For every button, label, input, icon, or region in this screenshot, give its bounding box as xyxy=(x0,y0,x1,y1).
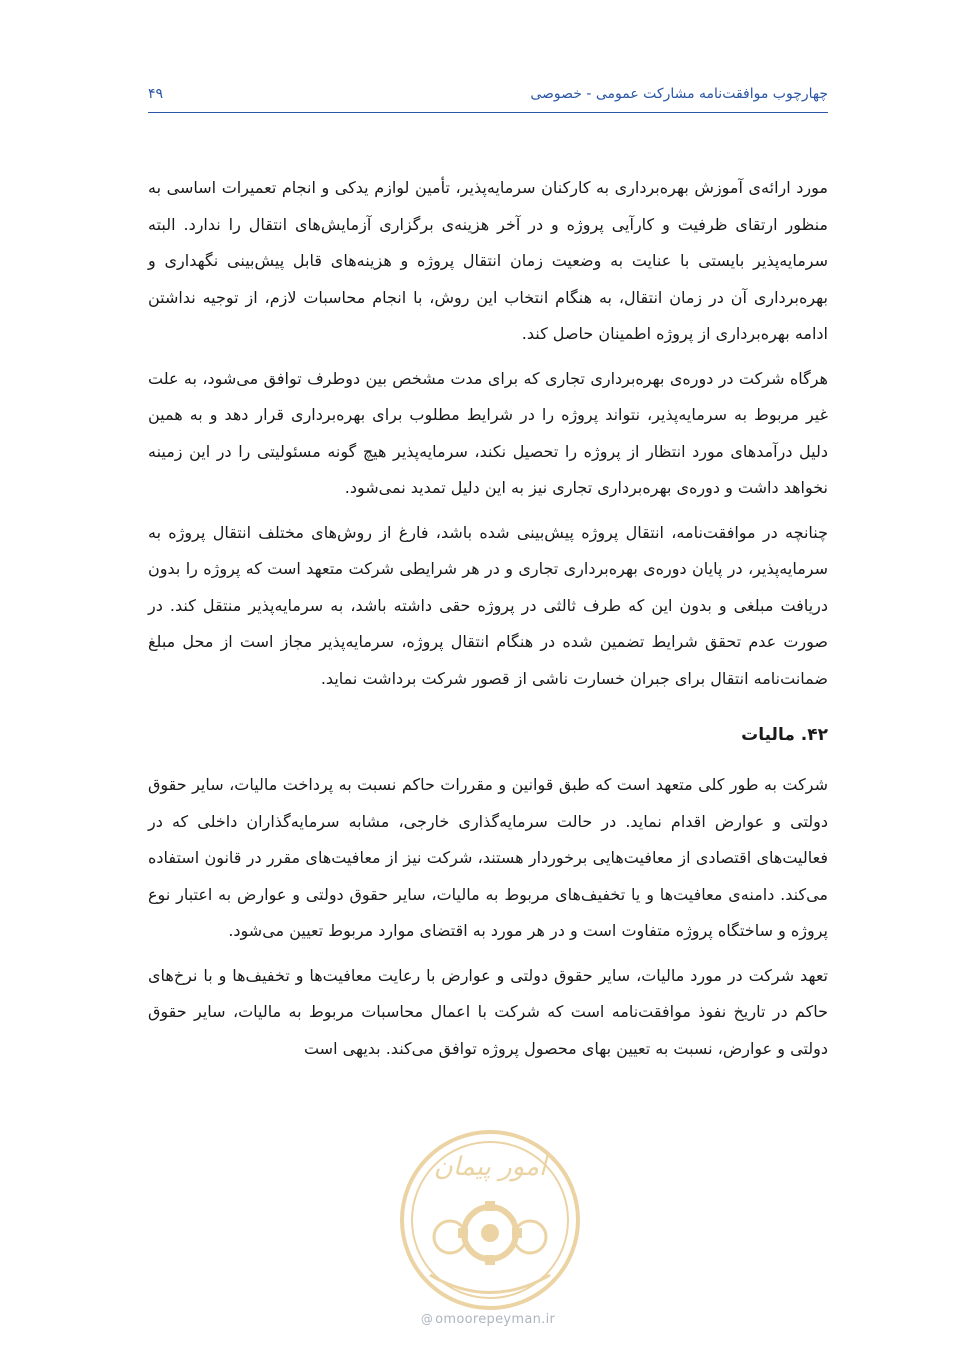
paragraph-1: مورد ارائه‌ی آموزش بهره‌برداری به کارکنان سرمایه‌پذیر، تأمین لوازم یدکی و انجام تعمیرات اساسی به منظور ارتقای ظرفیت و کارآیی پروژه و در آخر هزینه‌ی برگزاری آزمایش‌های انتقال را ندارد. البته سرمایه‌پذیر بایستی با عنایت به وضعیت زمان انتقال پروژه و هزینه‌های قابل پیش‌بینی نگهداری و بهره‌برداری آن در زمان انتقال، به هنگام انتخاب این روش، با انجام محاسبات لازم، از توجیه نداشتن ادامه بهره‌برداری از پروژه اطمینان حاصل کند. xyxy=(148,178,828,343)
watermark-label: امور پیمان xyxy=(433,1152,547,1182)
section-heading-taxes: ۴۲. مالیات xyxy=(741,725,828,745)
footer-url-text: omoorepeyman.ir xyxy=(435,1312,556,1327)
watermark-seal xyxy=(395,1125,585,1315)
paragraph-2: هرگاه شرکت در دوره‌ی بهره‌برداری تجاری که برای مدت مشخص بین دوطرف توافق می‌شود، به علت غیر مربوط به سرمایه‌پذیر، نتواند پروژه را در شرایط مطلوب برای بهره‌برداری قرار دهد و به همین دلیل درآمدهای مورد انتظار از پروژه را تحصیل نکند، سرمایه‌پذیر هیچ گونه مسئولیتی را در این زمینه نخواهد داشت و دوره‌ی بهره‌برداری تجاری نیز به این دلیل تمدید نمی‌شود. xyxy=(148,368,828,497)
page-number: ۴۹ xyxy=(148,86,164,102)
watermark-gear-icon xyxy=(458,1201,522,1265)
paragraph-5: تعهد شرکت در مورد مالیات، سایر حقوق دولتی و عوارض با رعایت معافیت‌ها و تخفیف‌ها و با نرخ‌های حاکم در تاریخ نفوذ موافقت‌نامه است که شرکت با اعمال محاسبات مربوط به مالیات، سایر حقوق دولتی و عوارض، نسبت به تعیین بهای محصول پروژه توافق می‌کند. بدیهی است xyxy=(148,965,828,1058)
paragraph-4: شرکت به طور کلی متعهد است که طبق قوانین و مقررات حاکم نسبت به پرداخت مالیات، سایر حقوق دولتی و عوارض اقدام نماید. در حالت سرمایه‌گذاری خارجی، مشابه سرمایه‌گذاران داخلی که در فعالیت‌های اقتصادی از معافیت‌هایی برخوردار هستند، شرکت نیز از معافیت‌های مقرر در قانون استفاده می‌کند. دامنه‌ی معافیت‌ها و یا تخفیف‌های مربوط به مالیات، سایر حقوق دولتی و عوارض به اعتبار نوع پروژه و ساختگاه پروژه متفاوت است و در هر مورد به اقتضای موارد مربوط تعیین می‌شود. xyxy=(148,775,828,940)
header-title: چهارچوب موافقت‌نامه مشارکت عمومی - خصوصی xyxy=(530,86,828,102)
at-icon: @ xyxy=(420,1312,434,1326)
paragraph-3: چنانچه در موافقت‌نامه، انتقال پروژه پیش‌بینی شده باشد، فارغ از روش‌های مختلف انتقال پروژه به سرمایه‌پذیر، در پایان دوره‌ی بهره‌برداری تجاری و در هر شرایطی شرکت متعهد است که پروژه را بدون دریافت مبلغی و بدون این که طرف ثالثی در پروژه حقی داشته باشد، به سرمایه‌پذیر منتقل کند. در صورت عدم تحقق شرایط تضمین شده در هنگام انتقال پروژه، سرمایه‌پذیر مجاز است از محل مبلغ ضمانت‌نامه انتقال برای جبران خسارت ناشی از قصور شرکت برداشت نماید. xyxy=(148,522,828,688)
footer-url xyxy=(0,1312,976,1327)
page-header xyxy=(148,84,828,113)
document-body xyxy=(148,170,828,1075)
